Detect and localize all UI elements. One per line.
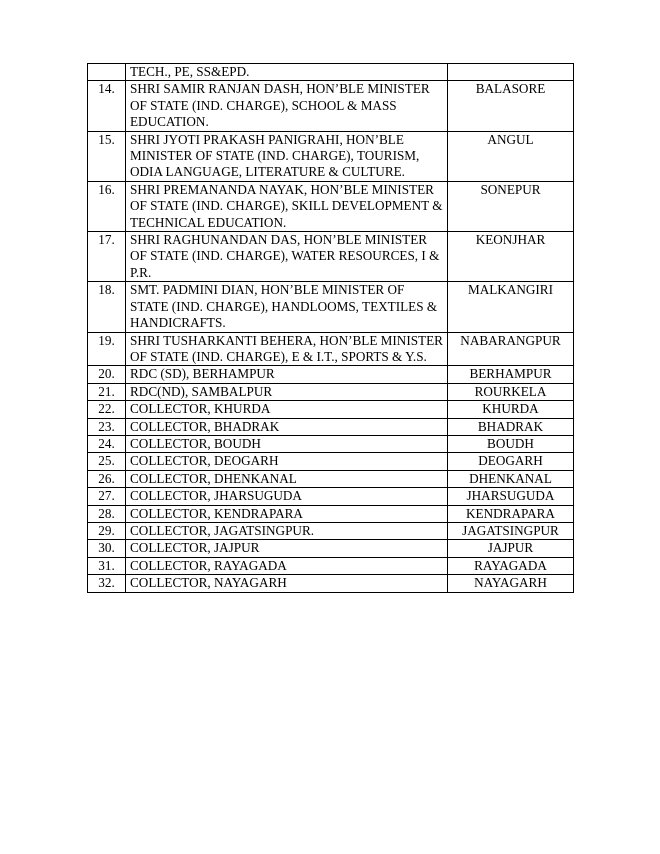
serial-number: [88, 64, 126, 81]
distribution-table: [87, 63, 574, 593]
table-row: [88, 181, 574, 231]
place-name: ROURKELA: [448, 383, 574, 400]
serial-number: 27.: [88, 488, 126, 505]
place-name: MALKANGIRI: [448, 282, 574, 332]
table-row: [88, 575, 574, 592]
addressee-name: COLLECTOR, JAJPUR: [126, 540, 448, 557]
table-row: [88, 470, 574, 487]
place-name: KHURDA: [448, 401, 574, 418]
place-name: NABARANGPUR: [448, 332, 574, 366]
addressee-name: SHRI TUSHARKANTI BEHERA, HON’BLE MINISTER OF STATE (IND. CHARGE), E & I.T., SPORTS & Y.S.: [126, 332, 448, 366]
place-name: JAJPUR: [448, 540, 574, 557]
addressee-name: COLLECTOR, BOUDH: [126, 435, 448, 452]
addressee-name: TECH., PE, SS&EPD.: [126, 64, 448, 81]
addressee-name: SMT. PADMINI DIAN, HON’BLE MINISTER OF STATE (IND. CHARGE), HANDLOOMS, TEXTILES & HANDICRAFTS.: [126, 282, 448, 332]
table-row: [88, 232, 574, 282]
serial-number: 24.: [88, 435, 126, 452]
place-name: KENDRAPARA: [448, 505, 574, 522]
addressee-name: COLLECTOR, BHADRAK: [126, 418, 448, 435]
place-name: DHENKANAL: [448, 470, 574, 487]
addressee-name: SHRI PREMANANDA NAYAK, HON’BLE MINISTER OF STATE (IND. CHARGE), SKILL DEVELOPMENT & TECHNICAL EDUCATION.: [126, 181, 448, 231]
place-name: BHADRAK: [448, 418, 574, 435]
serial-number: 25.: [88, 453, 126, 470]
table-row: [88, 332, 574, 366]
serial-number: 19.: [88, 332, 126, 366]
place-name: JAGATSINGPUR: [448, 522, 574, 539]
serial-number: 26.: [88, 470, 126, 487]
place-name: BERHAMPUR: [448, 366, 574, 383]
table-row: [88, 383, 574, 400]
table-row: [88, 453, 574, 470]
table-row: [88, 557, 574, 574]
table-row: [88, 435, 574, 452]
addressee-name: COLLECTOR, JHARSUGUDA: [126, 488, 448, 505]
addressee-name: COLLECTOR, DEOGARH: [126, 453, 448, 470]
serial-number: 22.: [88, 401, 126, 418]
place-name: BOUDH: [448, 435, 574, 452]
addressee-name: COLLECTOR, KHURDA: [126, 401, 448, 418]
place-name: [448, 64, 574, 81]
place-name: BALASORE: [448, 81, 574, 131]
serial-number: 18.: [88, 282, 126, 332]
addressee-name: SHRI JYOTI PRAKASH PANIGRAHI, HON’BLE MINISTER OF STATE (IND. CHARGE), TOURISM, ODIA LANGUAGE, LITERATURE & CULTURE.: [126, 131, 448, 181]
serial-number: 17.: [88, 232, 126, 282]
serial-number: 31.: [88, 557, 126, 574]
distribution-table-body: [88, 64, 574, 593]
addressee-name: COLLECTOR, JAGATSINGPUR.: [126, 522, 448, 539]
place-name: NAYAGARH: [448, 575, 574, 592]
addressee-name: COLLECTOR, RAYAGADA: [126, 557, 448, 574]
table-row: [88, 401, 574, 418]
addressee-name: SHRI SAMIR RANJAN DASH, HON’BLE MINISTER OF STATE (IND. CHARGE), SCHOOL & MASS EDUCATION.: [126, 81, 448, 131]
place-name: KEONJHAR: [448, 232, 574, 282]
serial-number: 14.: [88, 81, 126, 131]
table-row: [88, 505, 574, 522]
table-row: [88, 64, 574, 81]
addressee-name: COLLECTOR, DHENKANAL: [126, 470, 448, 487]
table-row: [88, 366, 574, 383]
serial-number: 16.: [88, 181, 126, 231]
place-name: SONEPUR: [448, 181, 574, 231]
serial-number: 30.: [88, 540, 126, 557]
table-row: [88, 282, 574, 332]
addressee-name: COLLECTOR, NAYAGARH: [126, 575, 448, 592]
place-name: DEOGARH: [448, 453, 574, 470]
serial-number: 28.: [88, 505, 126, 522]
table-row: [88, 540, 574, 557]
serial-number: 23.: [88, 418, 126, 435]
addressee-name: COLLECTOR, KENDRAPARA: [126, 505, 448, 522]
serial-number: 32.: [88, 575, 126, 592]
place-name: RAYAGADA: [448, 557, 574, 574]
serial-number: 20.: [88, 366, 126, 383]
table-row: [88, 81, 574, 131]
table-row: [88, 522, 574, 539]
table-row: [88, 418, 574, 435]
addressee-name: SHRI RAGHUNANDAN DAS, HON’BLE MINISTER OF STATE (IND. CHARGE), WATER RESOURCES, I & P.R.: [126, 232, 448, 282]
place-name: ANGUL: [448, 131, 574, 181]
serial-number: 15.: [88, 131, 126, 181]
place-name: JHARSUGUDA: [448, 488, 574, 505]
table-row: [88, 131, 574, 181]
table-row: [88, 488, 574, 505]
addressee-name: RDC(ND), SAMBALPUR: [126, 383, 448, 400]
addressee-name: RDC (SD), BERHAMPUR: [126, 366, 448, 383]
serial-number: 21.: [88, 383, 126, 400]
serial-number: 29.: [88, 522, 126, 539]
